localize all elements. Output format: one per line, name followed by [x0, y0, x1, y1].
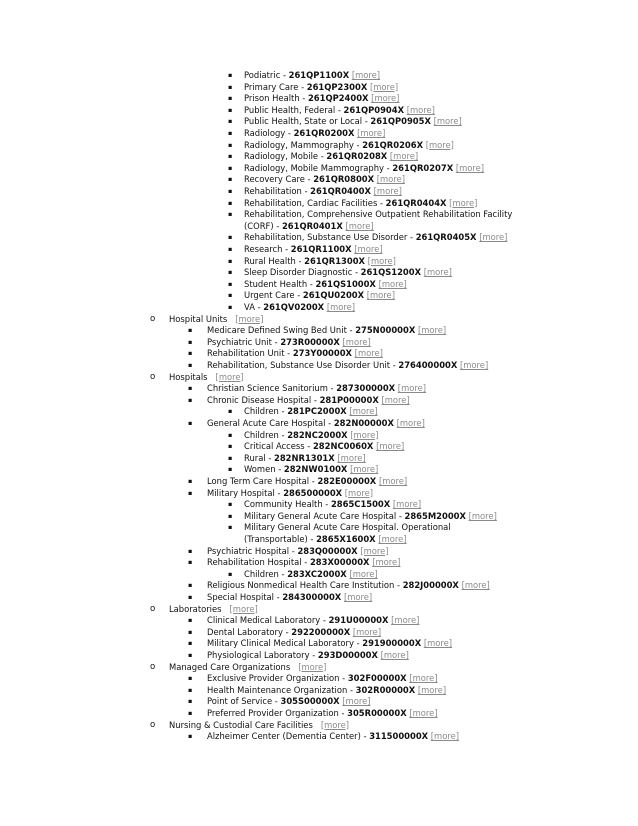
square-bullet-icon: ▪ — [228, 210, 233, 219]
more-link[interactable]: [more] — [406, 104, 435, 115]
square-bullet-icon: ▪ — [188, 651, 193, 659]
square-bullet-icon: ▪ — [188, 326, 193, 335]
more-link[interactable]: [more] — [468, 510, 497, 521]
more-link[interactable]: [more] — [389, 151, 419, 162]
taxonomy-code: 261QR0200X — [293, 128, 355, 138]
more-link[interactable]: [more] — [373, 186, 402, 196]
item-label: Military Clinical Medical Laboratory - — [207, 638, 363, 649]
item-label: Psychiatric Hospital - — [207, 545, 298, 556]
item-label: Critical Access - — [244, 441, 313, 452]
taxonomy-code: 273Y00000X — [292, 348, 352, 359]
taxonomy-code: 291900000X — [362, 638, 422, 649]
item-label: Rehabilitation, Comprehensive Outpatient Rehabilitation Facility — [244, 209, 513, 220]
item-label: Children - — [244, 406, 288, 417]
item-label: Long Term Care Hospital - — [207, 476, 318, 486]
square-bullet-icon: ▪ — [228, 94, 233, 103]
taxonomy-code: 261QP2300X — [306, 81, 368, 92]
taxonomy-code: 261QS1000X — [315, 278, 376, 289]
taxonomy-code: 261QR0207X — [392, 162, 454, 173]
more-link[interactable]: [more] — [342, 336, 371, 347]
item-label: Research - — [244, 244, 291, 254]
square-bullet-icon: ▪ — [228, 430, 233, 439]
taxonomy-code: 282NW0100X — [283, 464, 348, 475]
item-label: Alzheimer Center (Dementia Center) - — [207, 731, 370, 742]
taxonomy-code: 2865C1500X — [330, 499, 391, 510]
square-bullet-icon: ▪ — [228, 291, 233, 300]
item-label: Hospitals — [169, 371, 208, 382]
square-bullet-icon: ▪ — [188, 685, 193, 694]
taxonomy-code: 282E00000X — [317, 476, 377, 486]
more-link[interactable]: [more] — [409, 708, 438, 718]
square-bullet-icon: ▪ — [228, 523, 233, 532]
more-link[interactable]: [more] — [425, 139, 454, 150]
more-link[interactable]: [more] — [461, 580, 490, 591]
taxonomy-code: 283XC2000X — [287, 568, 347, 579]
more-link[interactable]: [more] — [378, 533, 407, 544]
more-link[interactable]: [more] — [352, 626, 382, 637]
square-bullet-icon: ▪ — [188, 477, 193, 485]
item-label: Recovery Care - — [244, 174, 314, 185]
taxonomy-code: 2865M2000X — [404, 510, 466, 521]
more-link[interactable]: [more] — [354, 348, 383, 359]
square-bullet-icon: ▪ — [228, 245, 233, 253]
square-bullet-icon: ▪ — [188, 616, 193, 625]
square-bullet-icon: ▪ — [228, 500, 233, 509]
square-bullet-icon: ▪ — [228, 233, 233, 242]
taxonomy-code: 261QR1300X — [304, 255, 365, 266]
square-bullet-icon: ▪ — [228, 163, 233, 172]
square-bullet-icon: ▪ — [188, 395, 193, 404]
more-link[interactable]: [more] — [397, 383, 427, 394]
item-label: Psychiatric Unit - — [207, 336, 281, 347]
taxonomy-code: 302R00000X — [355, 684, 416, 695]
taxonomy-code: 293D00000X — [317, 650, 378, 660]
taxonomy-code: 305R00000X — [347, 708, 407, 718]
item-label: Hospital Units — [169, 313, 228, 324]
more-link[interactable]: [more] — [433, 116, 462, 127]
item-label: Laboratories — [169, 603, 222, 614]
square-bullet-icon: ▪ — [228, 152, 233, 161]
square-bullet-icon: ▪ — [188, 349, 193, 358]
item-label: Sleep Disorder Diagnostic - — [244, 267, 361, 278]
square-bullet-icon: ▪ — [228, 105, 233, 114]
item-label: Clinical Medical Laboratory - — [207, 615, 329, 626]
taxonomy-code: 261QR0405X — [415, 232, 477, 243]
item-label-continued — [244, 221, 512, 233]
taxonomy-code: 261QR0404X — [385, 197, 447, 208]
more-link[interactable]: [more] — [337, 452, 366, 463]
item-label: Primary Care - — [244, 81, 307, 92]
more-link[interactable]: [more] — [479, 232, 508, 243]
taxonomy-code: 283X00000X — [309, 557, 370, 568]
taxonomy-code: 261QP0905X — [370, 116, 431, 127]
more-link[interactable]: [more] — [367, 255, 396, 266]
square-bullet-icon: ▪ — [228, 407, 233, 416]
taxonomy-code: 261QR0206X — [362, 139, 424, 150]
more-link[interactable]: [more] — [342, 696, 371, 707]
more-link[interactable]: [more] — [376, 441, 405, 452]
square-bullet-icon: ▪ — [228, 303, 233, 311]
square-bullet-icon: ▪ — [228, 268, 233, 277]
square-bullet-icon: ▪ — [188, 337, 193, 346]
item-label: Radiology - — [244, 128, 294, 138]
more-link[interactable]: [more] — [298, 661, 327, 672]
more-link[interactable]: [more] — [378, 476, 408, 486]
taxonomy-code: 291U00000X — [328, 615, 389, 626]
item-label: Podiatric - — [244, 70, 289, 80]
more-link[interactable]: [more] — [459, 360, 489, 370]
item-label: Rehabilitation Unit - — [207, 348, 293, 359]
taxonomy-code: 302F00000X — [347, 673, 407, 684]
item-label: Preferred Provider Organization - — [207, 708, 348, 718]
circle-bullet-icon: o — [150, 371, 156, 382]
taxonomy-code: 283Q00000X — [297, 545, 358, 556]
taxonomy-code: 275N00000X — [355, 325, 416, 336]
item-label: Physiological Laboratory - — [207, 650, 318, 660]
more-link[interactable]: [more] — [449, 197, 478, 208]
taxonomy-code: 261QR1100X — [290, 244, 352, 254]
more-link[interactable]: [more] — [354, 244, 383, 254]
item-label: Urgent Care - — [244, 290, 303, 301]
taxonomy-code: 287300000X — [336, 383, 396, 394]
item-label: Student Health - — [244, 278, 316, 289]
item-label: Medicare Defined Swing Bed Unit - — [207, 325, 356, 336]
taxonomy-code: 281PC2000X — [287, 406, 347, 417]
taxonomy-code: 282J00000X — [402, 580, 459, 591]
item-label-line2: (CORF) - — [244, 220, 282, 231]
taxonomy-code: 261QR0400X — [310, 186, 371, 196]
square-bullet-icon: ▪ — [228, 256, 233, 265]
square-bullet-icon: ▪ — [228, 187, 233, 195]
circle-bullet-icon: o — [150, 313, 156, 324]
item-label: Religious Nonmedical Health Care Institution - — [207, 580, 403, 591]
square-bullet-icon: ▪ — [188, 674, 193, 683]
more-link[interactable]: [more] — [357, 128, 386, 138]
square-bullet-icon: ▪ — [188, 697, 193, 706]
taxonomy-code: 261QR0800X — [313, 174, 375, 185]
item-label: Christian Science Sanitorium - — [207, 383, 337, 394]
item-label: Exclusive Provider Organization - — [207, 673, 348, 684]
taxonomy-code: 261QV0200X — [263, 302, 325, 312]
item-label: Military General Acute Care Hospital. Operational — [244, 522, 451, 533]
more-link[interactable]: [more] — [344, 487, 374, 498]
taxonomy-code: 305S00000X — [280, 696, 340, 707]
square-bullet-icon: ▪ — [188, 639, 193, 648]
more-link[interactable]: [more] — [369, 81, 399, 92]
more-link[interactable]: [more] — [371, 93, 400, 104]
more-link[interactable]: [more] — [351, 70, 381, 80]
square-bullet-icon: ▪ — [228, 140, 233, 149]
circle-bullet-icon: o — [150, 661, 156, 672]
item-label: Rehabilitation, Substance Use Disorder - — [244, 232, 416, 243]
item-label: Dental Laboratory - — [207, 626, 292, 637]
square-bullet-icon: ▪ — [188, 384, 193, 393]
item-label: Rehabilitation, Cardiac Facilities - — [244, 197, 386, 208]
more-link[interactable]: [more] — [417, 684, 447, 695]
item-label: Rehabilitation Hospital - — [207, 557, 310, 568]
more-link[interactable]: [more] — [372, 557, 401, 568]
taxonomy-code: 282NR1301X — [274, 452, 335, 463]
item-label: Rehabilitation - — [244, 186, 311, 196]
taxonomy-code: 261QR0208X — [326, 151, 388, 162]
taxonomy-code: 276400000X — [398, 360, 458, 370]
item-label: Community Health - — [244, 499, 331, 510]
item-label: Radiology, Mobile - — [244, 151, 327, 162]
more-link[interactable]: [more] — [320, 719, 350, 730]
taxonomy-code: 292200000X — [291, 626, 351, 637]
square-bullet-icon: ▪ — [188, 558, 193, 567]
square-bullet-icon: ▪ — [188, 361, 193, 369]
item-label: Radiology, Mammography - — [244, 139, 363, 150]
more-link[interactable]: [more] — [349, 568, 378, 579]
taxonomy-code: 282N00000X — [333, 418, 394, 428]
square-bullet-icon: ▪ — [188, 593, 193, 601]
more-link[interactable]: [more] — [423, 638, 453, 649]
taxonomy-code: 286500000X — [283, 487, 343, 498]
item-label: VA - — [244, 302, 264, 312]
taxonomy-code: 261QP1100X — [288, 70, 350, 80]
more-link[interactable]: [more] — [235, 313, 264, 324]
more-link[interactable]: [more] — [381, 394, 410, 405]
more-link[interactable]: [more] — [215, 371, 244, 382]
more-link[interactable]: [more] — [350, 429, 379, 440]
more-link[interactable]: [more] — [417, 325, 447, 336]
item-label: Special Hospital - — [207, 592, 283, 602]
more-link[interactable]: [more] — [326, 302, 356, 312]
item-label: Rural Health - — [244, 255, 305, 266]
item-label: Women - — [244, 464, 284, 475]
square-bullet-icon: ▪ — [228, 198, 233, 207]
item-label: Children - — [244, 568, 288, 579]
square-bullet-icon: ▪ — [188, 627, 193, 636]
item-label: Military Hospital - — [207, 487, 284, 498]
more-link[interactable]: [more] — [455, 162, 485, 173]
taxonomy-code: 261QS1200X — [360, 267, 422, 278]
square-bullet-icon: ▪ — [188, 419, 193, 427]
more-link[interactable]: [more] — [345, 220, 374, 231]
square-bullet-icon: ▪ — [228, 465, 233, 474]
item-label: Public Health, Federal - — [244, 104, 344, 115]
taxonomy-code: 311500000X — [369, 731, 429, 742]
item-label: Prison Health - — [244, 93, 308, 104]
more-link[interactable]: [more] — [366, 290, 395, 301]
circle-bullet-icon: o — [150, 719, 156, 730]
taxonomy-code: 261QP2400X — [307, 93, 369, 104]
item-label: Rehabilitation, Substance Use Disorder Unit - — [207, 360, 399, 370]
more-link[interactable]: [more] — [350, 464, 379, 475]
more-link[interactable]: [more] — [378, 278, 407, 289]
more-link[interactable]: [more] — [360, 545, 389, 556]
square-bullet-icon: ▪ — [188, 488, 193, 497]
taxonomy-code: 261QP0904X — [343, 104, 405, 115]
more-link[interactable]: [more] — [349, 406, 378, 417]
item-label: Rural - — [244, 452, 274, 463]
item-label-continued — [244, 534, 451, 546]
taxonomy-code: 273R00000X — [280, 336, 340, 347]
square-bullet-icon: ▪ — [228, 117, 233, 126]
square-bullet-icon: ▪ — [228, 129, 233, 137]
square-bullet-icon: ▪ — [228, 279, 233, 288]
square-bullet-icon: ▪ — [228, 175, 233, 184]
more-link[interactable]: [more] — [392, 499, 422, 510]
item-label: Military General Acute Care Hospital - — [244, 510, 405, 521]
item-label: Chronic Disease Hospital - — [207, 394, 320, 405]
square-bullet-icon: ▪ — [188, 732, 193, 741]
taxonomy-code: 284300000X — [282, 592, 342, 602]
item-label: General Acute Care Hospital - — [207, 418, 334, 428]
item-label: Health Maintenance Organization - — [207, 684, 356, 695]
taxonomy-code: 261QU0200X — [302, 290, 365, 301]
more-link[interactable]: [more] — [380, 650, 409, 660]
more-link[interactable]: [more] — [343, 592, 373, 602]
item-label: Public Health, State or Local - — [244, 116, 371, 127]
item-label: Nursing & Custodial Care Facilities — [169, 719, 313, 730]
square-bullet-icon: ▪ — [228, 442, 233, 451]
more-link[interactable]: [more] — [409, 673, 438, 684]
square-bullet-icon: ▪ — [228, 511, 233, 520]
item-label-line2: (Transportable) - — [244, 533, 317, 544]
square-bullet-icon: ▪ — [228, 71, 233, 79]
square-bullet-icon: ▪ — [188, 581, 193, 590]
taxonomy-code: 282NC0060X — [312, 441, 374, 452]
item-label: Managed Care Organizations — [169, 661, 291, 672]
more-link[interactable]: [more] — [391, 615, 420, 626]
square-bullet-icon: ▪ — [188, 546, 193, 555]
more-link[interactable]: [more] — [229, 603, 258, 614]
more-link[interactable]: [more] — [423, 267, 452, 278]
item-label: Point of Service - — [207, 696, 281, 707]
item-label: Radiology, Mobile Mammography - — [244, 162, 393, 173]
square-bullet-icon: ▪ — [228, 82, 233, 91]
square-bullet-icon: ▪ — [188, 709, 193, 717]
square-bullet-icon: ▪ — [228, 569, 233, 578]
more-link[interactable]: [more] — [430, 731, 460, 742]
taxonomy-code: 261QR0401X — [281, 220, 343, 231]
item-label: Children - — [244, 429, 288, 440]
more-link[interactable]: [more] — [376, 174, 405, 185]
square-bullet-icon: ▪ — [228, 453, 233, 462]
taxonomy-code: 281P00000X — [319, 394, 379, 405]
circle-bullet-icon: o — [150, 603, 156, 614]
taxonomy-code: 282NC2000X — [287, 429, 348, 440]
taxonomy-code: 2865X1600X — [316, 533, 376, 544]
more-link[interactable]: [more] — [396, 418, 425, 428]
